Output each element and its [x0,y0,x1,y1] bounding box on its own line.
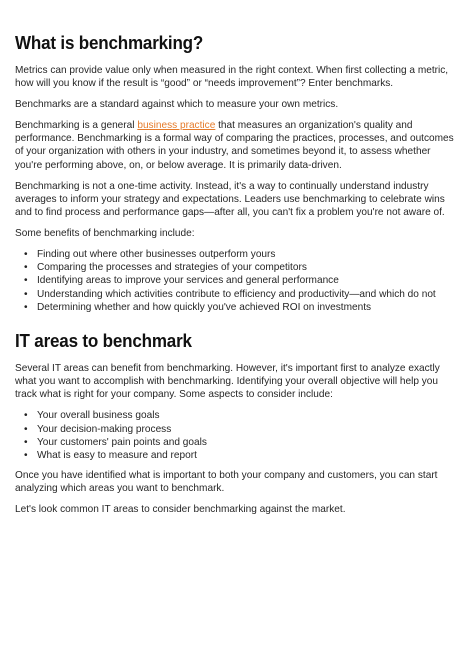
list-item-text: Comparing the processes and strategies of your competitors [37,262,307,274]
list-item [24,436,459,449]
section-heading-benchmarking: What is benchmarking? [15,32,204,53]
list-item-text: Finding out where other businesses outperform yours [37,249,276,261]
list-item-text: What is easy to measure and report [37,449,197,461]
list-item [24,449,459,462]
bullet-icon: • [24,288,28,300]
paragraph: Metrics can provide value only when measured in the right context. When first collecting a metric, how will you know if the result is “good” or “needs improvement”? Enter benchmarks. [15,65,449,90]
bullet-icon: • [24,423,28,435]
benefits-list [15,248,459,314]
list-item [24,288,459,301]
list-item-text: Determining whether and how quickly you've achieved ROI on investments [37,301,372,313]
list-item-text: Identifying areas to improve your services and general performance [37,275,339,287]
bullet-icon: • [24,301,28,313]
list-item-text: Your overall business goals [37,410,160,422]
paragraph: Several IT areas can benefit from benchmarking. However, it's important first to analyze exactly what you want to accomplish with benchmarking. Identifying your overall objective will help you track what is right for your company. Some aspects to consider include: [15,363,440,401]
list-item [24,248,459,261]
bullet-icon: • [24,449,28,461]
bullet-icon: • [24,249,28,261]
aspects-list [15,409,459,462]
list-item [24,301,459,314]
bullet-icon: • [24,275,28,287]
bullet-icon: • [24,410,28,422]
bullet-icon: • [24,436,28,448]
list-item [24,274,459,287]
document-page [15,30,459,524]
list-item [24,423,459,436]
bullet-icon: • [24,262,28,274]
text-run: that measures an organization's quality and performance. Benchmarking is a formal way of comparing the practices, processes, and outcomes of your organization with others in your industry, and sometimes beyond it, to assess whether you're performing above, on, or below average. It is primarily data-driven. [15,120,454,171]
paragraph [15,119,459,171]
paragraph: Benchmarking is not a one-time activity. Instead, it's a way to continually understand industry averages to inform your strategy and expectations. Leaders use benchmarking to celebrate wins and to find process and performance gaps—after all, you can't fix a problem you're not aware of. [15,180,445,218]
list-item [24,261,459,274]
paragraph: Some benefits of benchmarking include: [15,227,195,239]
paragraph: Once you have identified what is important to both your company and customers, you can start analyzing which areas you want to benchmark. [15,470,438,495]
paragraph: Benchmarks are a standard against which to measure your own metrics. [15,99,339,111]
list-item-text: Your customers' pain points and goals [37,436,207,448]
section-heading-it-areas: IT areas to benchmark [15,330,192,352]
list-item-text: Your decision-making process [37,423,172,435]
paragraph: Let's look common IT areas to consider benchmarking against the market. [15,504,346,516]
text-run: Benchmarking is a general [15,120,138,132]
list-item [24,409,459,422]
business-practice-link[interactable]: business practice [137,120,216,132]
list-item-text: Understanding which activities contribute to efficiency and productivity—and which do not [37,288,436,300]
